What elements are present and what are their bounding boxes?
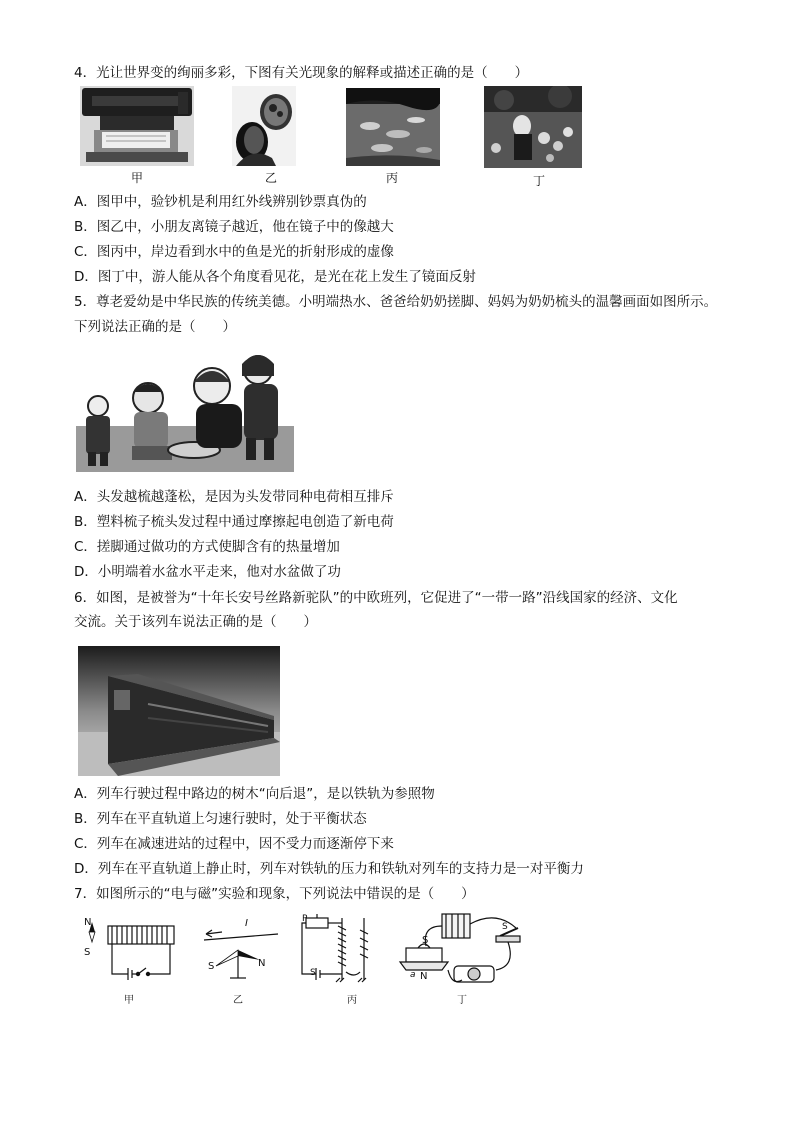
q4-caption-jia: 甲 (131, 171, 144, 185)
q6-option-c: C．列车在减速进站的过程中，因不受力而逐渐停下来 (74, 836, 394, 852)
q7-stem: 7．如图所示的“电与磁”实验和现象，下列说法中错误的是（ ） (74, 886, 475, 902)
q4-caption-yi: 乙 (265, 171, 278, 185)
q7-bing-label-s: S (310, 968, 316, 978)
q7-ding-label-s-switch: S (502, 922, 508, 932)
q7-bing-label-p: P (302, 914, 308, 924)
q7-figure-yi (198, 920, 280, 984)
q5-stem-line1: 5．尊老爱幼是中华民族的传统美德。小明端热水、爸爸给奶奶搓脚、妈妈为奶奶梳头的温馨画面如图所示。 (74, 294, 718, 310)
q7-ding-label-s-magnet: S (422, 935, 429, 946)
q4-figure-ding (484, 86, 582, 168)
q6-stem-line2: 交流。关于该列车说法正确的是（ ） (74, 614, 317, 630)
q5-option-d: D．小明端着水盆水平走来，他对水盆做了功 (74, 564, 341, 580)
q4-option-b: B．图乙中，小朋友离镜子越近，他在镜子中的像越大 (74, 219, 394, 235)
q4-caption-ding: 丁 (533, 174, 546, 188)
q4-figure-jia (80, 86, 194, 166)
q7-yi-label-n: N (258, 958, 266, 969)
q7-caption-ding: 丁 (457, 995, 467, 1006)
q5-option-a: A．头发越梳越蓬松，是因为头发带同种电荷相互排斥 (74, 489, 394, 505)
q6-figure-train (78, 646, 280, 776)
q4-option-a: A．图甲中，验钞机是利用红外线辨别钞票真伪的 (74, 194, 367, 210)
q4-figure-yi (232, 86, 296, 166)
q4-figure-bing (346, 88, 440, 166)
q4-option-d: D．图丁中，游人能从各个角度看见花，是光在花上发生了镜面反射 (74, 269, 476, 285)
q5-option-c: C．搓脚通过做功的方式使脚含有的热量增加 (74, 539, 340, 555)
q5-stem-line2: 下列说法正确的是（ ） (74, 319, 236, 335)
q7-ding-label-n: N (420, 971, 428, 982)
q7-caption-jia: 甲 (124, 995, 134, 1006)
q6-option-a: A．列车行驶过程中路边的树木“向后退”，是以铁轨为参照物 (74, 786, 435, 802)
q4-option-c: C．图丙中，岸边看到水中的鱼是光的折射形成的虚像 (74, 244, 394, 260)
q4-caption-bing: 丙 (386, 171, 399, 185)
q6-option-d: D．列车在平直轨道上静止时，列车对铁轨的压力和铁轨对列车的支持力是一对平衡力 (74, 861, 584, 877)
q5-figure-family (76, 346, 294, 472)
q7-jia-label-n: N (84, 917, 92, 928)
q7-caption-bing: 丙 (347, 995, 357, 1006)
q5-option-b: B．塑料梳子梳头发过程中通过摩擦起电创造了新电荷 (74, 514, 394, 530)
q7-ding-label-a: a (410, 970, 416, 980)
q7-yi-label-current: I (245, 918, 248, 929)
q4-stem: 4．光让世界变的绚丽多彩，下图有关光现象的解释或描述正确的是（ ） (74, 65, 529, 81)
q7-jia-label-s: S (84, 947, 91, 958)
q7-figure-jia (82, 912, 182, 988)
q6-option-b: B．列车在平直轨道上匀速行驶时，处于平衡状态 (74, 811, 367, 827)
q7-yi-label-s: S (208, 961, 215, 972)
q7-caption-yi: 乙 (233, 995, 243, 1006)
q6-stem-line1: 6．如图，是被誉为“十年长安号丝路新驼队”的中欧班列，它促进了“一带一路”沿线国家的经济、文化 (74, 590, 678, 606)
